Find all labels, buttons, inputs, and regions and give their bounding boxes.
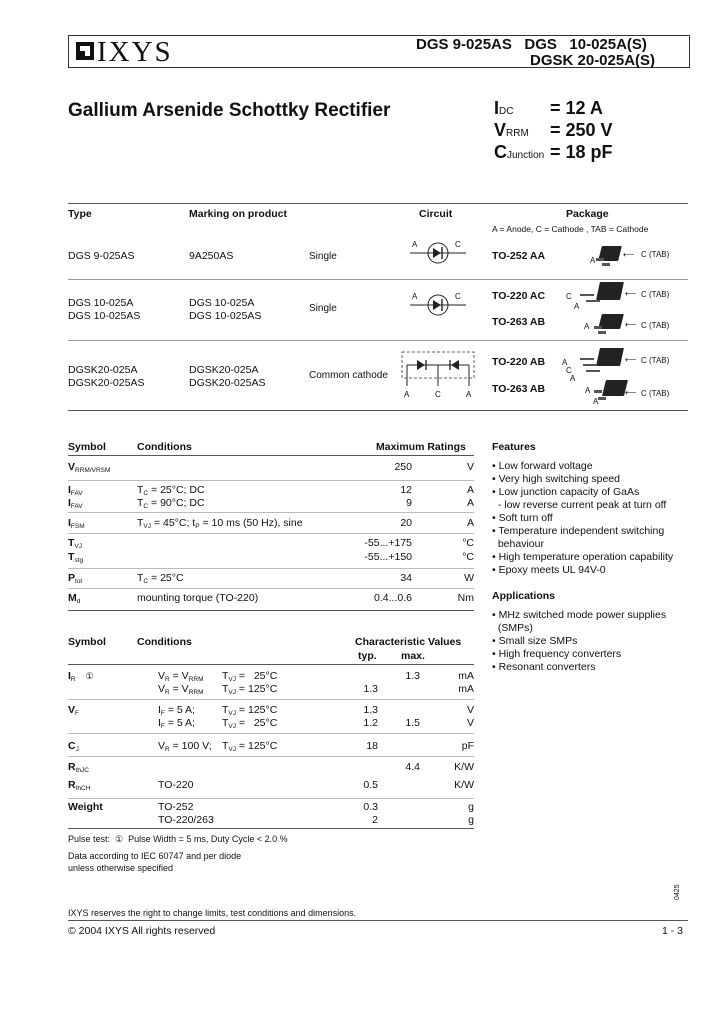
condition-text: T (137, 497, 144, 509)
temp-value: = 25°C (236, 670, 278, 682)
condition-rest: = V (169, 683, 189, 695)
feature-item: • High temperature operation capability (492, 551, 674, 563)
char-condition (158, 814, 214, 826)
symbol-letter: V (68, 461, 76, 473)
footer-reserve-note: IXYS reserves the right to change limits, test conditions and dimensions. (68, 908, 357, 918)
max-unit: A (466, 497, 474, 509)
symbol-subscript: tot (75, 578, 83, 585)
spec-idc-value: = 12 A (550, 98, 603, 118)
divider (68, 480, 474, 481)
symbol-letter: C (68, 740, 76, 752)
condition-sub: C (143, 503, 149, 510)
max-condition (137, 572, 184, 585)
package-row-2b: TO-263 AB (492, 316, 546, 328)
data-note-1: Data according to IEC 60747 and per diode (68, 851, 242, 861)
col-circuit: Circuit (419, 208, 453, 220)
max-value: 20 (400, 517, 412, 529)
condition-text: I (158, 717, 161, 729)
max-symbol (68, 551, 83, 564)
condition-rest: = 45°C; t (151, 517, 196, 529)
spec-idc (494, 98, 513, 119)
circuit-anode-label: A (412, 240, 418, 249)
temp-value: = 125°C (236, 704, 278, 716)
divider (68, 798, 474, 799)
package-row-3b: TO-263 AB (492, 383, 546, 395)
applications-title: Applications (492, 590, 556, 602)
char-typ: 1.2 (363, 717, 378, 729)
marking-row-1: 9A250AS (189, 250, 234, 262)
temp-value: = 125°C (236, 683, 278, 695)
type-row-2a: DGS 10-025A (68, 297, 134, 309)
pkg4-tab-label: C (TAB) (641, 356, 670, 365)
symbol-letter: M (68, 592, 77, 604)
symbol-letter: Weight (68, 801, 103, 813)
pkg3-tab-label: C (TAB) (641, 321, 670, 330)
dual-diode-common-cathode-symbol-icon (400, 350, 476, 388)
max-col-ratings: Maximum Ratings (376, 441, 466, 453)
feature-item: • Temperature independent switching (492, 525, 665, 537)
type-row-3b: DGSK20-025AS (68, 377, 145, 389)
char-temperature (222, 740, 277, 753)
spec-cj (494, 142, 544, 163)
circuit-cathode-label: C (455, 240, 461, 249)
marking-row-2b: DGS 10-025AS (189, 310, 262, 322)
max-unit: °C (462, 537, 474, 549)
footnote-mark: ① (85, 671, 94, 681)
config-row-2: Single (309, 303, 337, 314)
symbol-letter: R (68, 779, 76, 791)
symbol-subscript: RRM/VRSM (75, 467, 111, 474)
max-value: 250 (394, 461, 412, 473)
max-condition (137, 497, 205, 510)
condition-sub: P (195, 523, 200, 530)
divider (68, 828, 474, 829)
condition-text: I (158, 704, 161, 716)
spec-symbol: C (494, 142, 507, 162)
spec-sub: Junction (507, 150, 545, 161)
application-item: (SMPs) (492, 622, 533, 634)
spec-vrrm (494, 120, 529, 141)
divider (68, 533, 474, 534)
char-unit: g (468, 801, 474, 813)
char-unit: mA (458, 670, 474, 682)
marking-row-2a: DGS 10-025A (189, 297, 255, 309)
condition-text: T (137, 484, 144, 496)
condition-text: TO-220 (158, 779, 194, 791)
divider (68, 279, 688, 280)
divider (68, 455, 474, 456)
symbol-subscript: thCH (75, 785, 91, 792)
symbol-subscript: J (75, 746, 79, 753)
max-symbol (68, 461, 110, 474)
char-temperature (222, 717, 277, 730)
package-row-1: TO-252 AA (492, 250, 546, 262)
condition-text: V (158, 740, 166, 752)
pkg1-anode-label: A (590, 256, 596, 265)
char-unit: K/W (454, 779, 474, 791)
condition-sub: C (143, 490, 149, 497)
application-item: • MHz switched mode power supplies (492, 609, 667, 621)
circuit-cathode-label: C (435, 390, 441, 399)
temp-sub: VJ (228, 746, 237, 753)
divider (68, 699, 474, 700)
col-package: Package (566, 208, 609, 220)
condition-rest: = 5 A; (164, 704, 195, 716)
max-col-conditions: Conditions (137, 441, 192, 453)
feature-item: • Soft turn off (492, 512, 553, 524)
feature-item: • Low junction capacity of GaAs (492, 486, 640, 498)
application-item: • Resonant converters (492, 661, 596, 673)
circuit-anode-label: A (404, 390, 410, 399)
pkg2-tab-label: C (TAB) (641, 290, 670, 299)
char-symbol (68, 779, 90, 792)
condition-sub: RRM (188, 689, 204, 696)
max-symbol (68, 537, 82, 550)
max-unit: A (466, 484, 474, 496)
condition-sub: F (160, 710, 165, 717)
pkg2-cathode-label: C (566, 292, 572, 301)
max-unit: W (464, 572, 474, 584)
pkg2-anode-label: A (574, 302, 580, 311)
condition-text: TO-252 (158, 801, 194, 813)
package-row-2a: TO-220 AC (492, 290, 546, 302)
arrow-icon: ⟵ (625, 388, 637, 397)
condition-text: V (158, 683, 166, 695)
symbol-subscript: FAV (70, 490, 83, 497)
char-unit: g (468, 814, 474, 826)
divider (68, 920, 688, 921)
temp-symbol: T (222, 704, 229, 716)
config-row-1: Single (309, 251, 337, 262)
symbol-subscript: VJ (74, 543, 83, 550)
symbol-subscript: FAV (70, 503, 83, 510)
pkg3-anode-label: A (584, 322, 590, 331)
char-unit: V (466, 717, 474, 729)
condition-text: V (158, 670, 166, 682)
char-typ: 2 (372, 814, 378, 826)
symbol-subscript: FSM (70, 523, 85, 530)
pkg5-anode-label: A (593, 397, 599, 406)
char-symbol (68, 801, 103, 814)
temp-sub: VJ (228, 723, 237, 730)
ixys-logo-icon (76, 42, 94, 60)
symbol-letter: I (68, 517, 71, 529)
max-unit: V (466, 461, 474, 473)
spec-sub: DC (499, 106, 514, 117)
max-symbol (68, 497, 83, 510)
circuit-anode-label: A (412, 292, 418, 301)
symbol-subscript: thJC (75, 767, 89, 774)
char-symbol (68, 740, 79, 753)
brand-name: IXYS (97, 36, 173, 68)
pkg4-anode-label: A (570, 374, 576, 383)
char-condition (158, 670, 204, 683)
max-value: -55...+150 (364, 551, 412, 563)
divider (68, 588, 474, 589)
arrow-icon: ⟵ (625, 289, 637, 298)
spec-sub: RRM (506, 128, 529, 139)
pulse-test-note: Pulse test: ① Pulse Width = 5 ms, Duty Cycle < 2.0 % (68, 834, 288, 844)
pkg5-tab-label: C (TAB) (641, 389, 670, 398)
char-symbol (68, 704, 79, 717)
max-value: 0.4...0.6 (374, 592, 412, 604)
char-col-conditions: Conditions (137, 636, 192, 648)
symbol-letter: T (68, 537, 75, 549)
arrow-icon: ⟵ (625, 355, 637, 364)
col-marking: Marking on product (189, 208, 287, 220)
condition-rest: = V (169, 670, 189, 682)
condition-rest: = 10 ms (50 Hz), sine (199, 517, 303, 529)
feature-item: • Low forward voltage (492, 460, 593, 472)
condition-text: TO-220/263 (158, 814, 214, 826)
marking-row-3a: DGSK20-025A (189, 364, 259, 376)
condition-sub: F (160, 723, 165, 730)
char-unit: mA (458, 683, 474, 695)
config-row-3: Common cathode (309, 370, 388, 381)
pkg4-anode-label: A (562, 358, 568, 367)
arrow-icon: ⟵ (623, 250, 635, 259)
max-symbol (68, 592, 80, 605)
footer-page-number: 1 - 3 (662, 925, 684, 937)
circuit-anode-label: A (466, 390, 472, 399)
char-condition (158, 779, 193, 791)
condition-sub: RRM (188, 676, 204, 683)
temp-value: = 25°C (236, 717, 278, 729)
max-symbol (68, 572, 82, 585)
pin-legend: A = Anode, C = Cathode , TAB = Cathode (492, 224, 649, 234)
char-col-values: Characteristic Values (355, 636, 462, 648)
char-typ: 18 (366, 740, 378, 752)
symbol-letter: T (68, 551, 75, 563)
divider (68, 203, 688, 204)
feature-item: - low reverse current peak at turn off (492, 499, 667, 511)
side-code: 0425 (674, 884, 681, 900)
condition-sub: VJ (143, 523, 152, 530)
max-condition (137, 484, 205, 497)
max-value: 9 (406, 497, 412, 509)
max-col-symbol: Symbol (68, 441, 106, 453)
type-row-2b: DGS 10-025AS (68, 310, 141, 322)
divider (68, 512, 474, 513)
char-typ: 0.5 (363, 779, 378, 791)
char-unit: K/W (454, 761, 474, 773)
char-typ: 1.3 (363, 704, 378, 716)
max-value: 12 (400, 484, 412, 496)
symbol-letter: I (68, 497, 71, 509)
spec-cj-value: = 18 pF (550, 142, 613, 162)
temp-symbol: T (222, 670, 229, 682)
arrow-icon: ⟵ (625, 320, 637, 329)
char-unit: pF (461, 740, 474, 752)
feature-item: • Very high switching speed (492, 473, 620, 485)
divider (68, 610, 474, 611)
part-numbers-line2: DGSK 20-025A(S) (530, 52, 656, 69)
symbol-letter: P (68, 572, 76, 584)
char-condition (158, 740, 212, 753)
temp-symbol: T (222, 683, 229, 695)
char-unit: V (466, 704, 474, 716)
divider (68, 664, 474, 665)
page-title: Gallium Arsenide Schottky Rectifier (68, 100, 391, 121)
divider (68, 733, 474, 734)
symbol-subscript: F (75, 710, 79, 717)
max-unit: A (466, 517, 474, 529)
max-unit: Nm (457, 592, 474, 604)
temp-value: = 125°C (236, 740, 278, 752)
char-col-symbol: Symbol (68, 636, 106, 648)
symbol-letter: I (68, 484, 71, 496)
char-symbol (68, 761, 89, 774)
package-row-3a: TO-220 AB (492, 356, 546, 368)
max-symbol (68, 484, 83, 497)
application-item: • High frequency converters (492, 648, 622, 660)
max-value: -55...+175 (364, 537, 412, 549)
char-typ: 1.3 (363, 683, 378, 695)
spec-symbol: V (494, 120, 507, 140)
data-note-2: unless otherwise specified (68, 863, 174, 873)
max-condition (137, 517, 303, 530)
char-max: 1.5 (405, 717, 420, 729)
char-temperature (222, 683, 277, 696)
condition-rest: = 90°C; DC (148, 497, 205, 509)
divider (68, 568, 474, 569)
condition-text: T (137, 517, 144, 529)
circuit-cathode-label: C (455, 292, 461, 301)
symbol-subscript: stg (74, 557, 84, 564)
footer-copyright: © 2004 IXYS All rights reserved (68, 925, 216, 937)
type-row-1: DGS 9-025AS (68, 250, 135, 262)
temp-sub: VJ (228, 676, 237, 683)
pkg1-tab-label: C (TAB) (641, 250, 670, 259)
char-symbol (68, 670, 94, 683)
char-typ: 0.3 (363, 801, 378, 813)
temp-symbol: T (222, 717, 229, 729)
symbol-letter: R (68, 761, 76, 773)
symbol-letter: I (68, 670, 71, 682)
divider (68, 410, 688, 411)
char-col-max: max. (401, 650, 425, 662)
char-condition (158, 683, 204, 696)
temp-sub: VJ (228, 689, 237, 696)
symbol-letter: V (68, 704, 76, 716)
pkg4-cathode-label: C (566, 366, 572, 375)
char-max: 4.4 (405, 761, 420, 773)
divider (68, 340, 688, 341)
spec-symbol: I (494, 98, 500, 118)
char-condition (158, 704, 195, 717)
char-max: 1.3 (405, 670, 420, 682)
feature-item: behaviour (492, 538, 544, 550)
char-condition (158, 717, 195, 730)
condition-rest: = 100 V; (169, 740, 212, 752)
condition-text: T (137, 572, 144, 584)
max-value: 34 (400, 572, 412, 584)
char-temperature (222, 704, 277, 717)
features-title: Features (492, 441, 536, 453)
application-item: • Small size SMPs (492, 635, 578, 647)
char-condition (158, 801, 193, 813)
char-col-typ: typ. (358, 650, 377, 662)
type-row-3a: DGSK20-025A (68, 364, 138, 376)
temp-sub: VJ (228, 710, 237, 717)
spec-vrrm-value: = 250 V (550, 120, 613, 140)
symbol-subscript: R (70, 676, 76, 683)
max-symbol (68, 517, 85, 530)
pkg5-anode-label: A (585, 386, 591, 395)
temp-symbol: T (222, 740, 229, 752)
col-type: Type (68, 208, 92, 220)
divider (68, 756, 474, 757)
feature-item: • Epoxy meets UL 94V-0 (492, 564, 606, 576)
condition-sub: R (165, 689, 170, 696)
char-temperature (222, 670, 277, 683)
marking-row-3b: DGSK20-025AS (189, 377, 266, 389)
condition-sub: R (165, 746, 170, 753)
symbol-subscript: d (76, 598, 81, 605)
condition-rest: = 25°C (148, 572, 184, 584)
condition-sub: R (165, 676, 170, 683)
condition-text: mounting torque (TO-220) (137, 592, 259, 604)
max-condition (137, 592, 258, 604)
condition-rest: = 5 A; (164, 717, 195, 729)
condition-sub: C (143, 578, 149, 585)
part-numbers-line1: DGS 9-025AS DGS 10-025A(S) (416, 36, 647, 53)
max-unit: °C (462, 551, 474, 563)
condition-rest: = 25°C; DC (148, 484, 205, 496)
